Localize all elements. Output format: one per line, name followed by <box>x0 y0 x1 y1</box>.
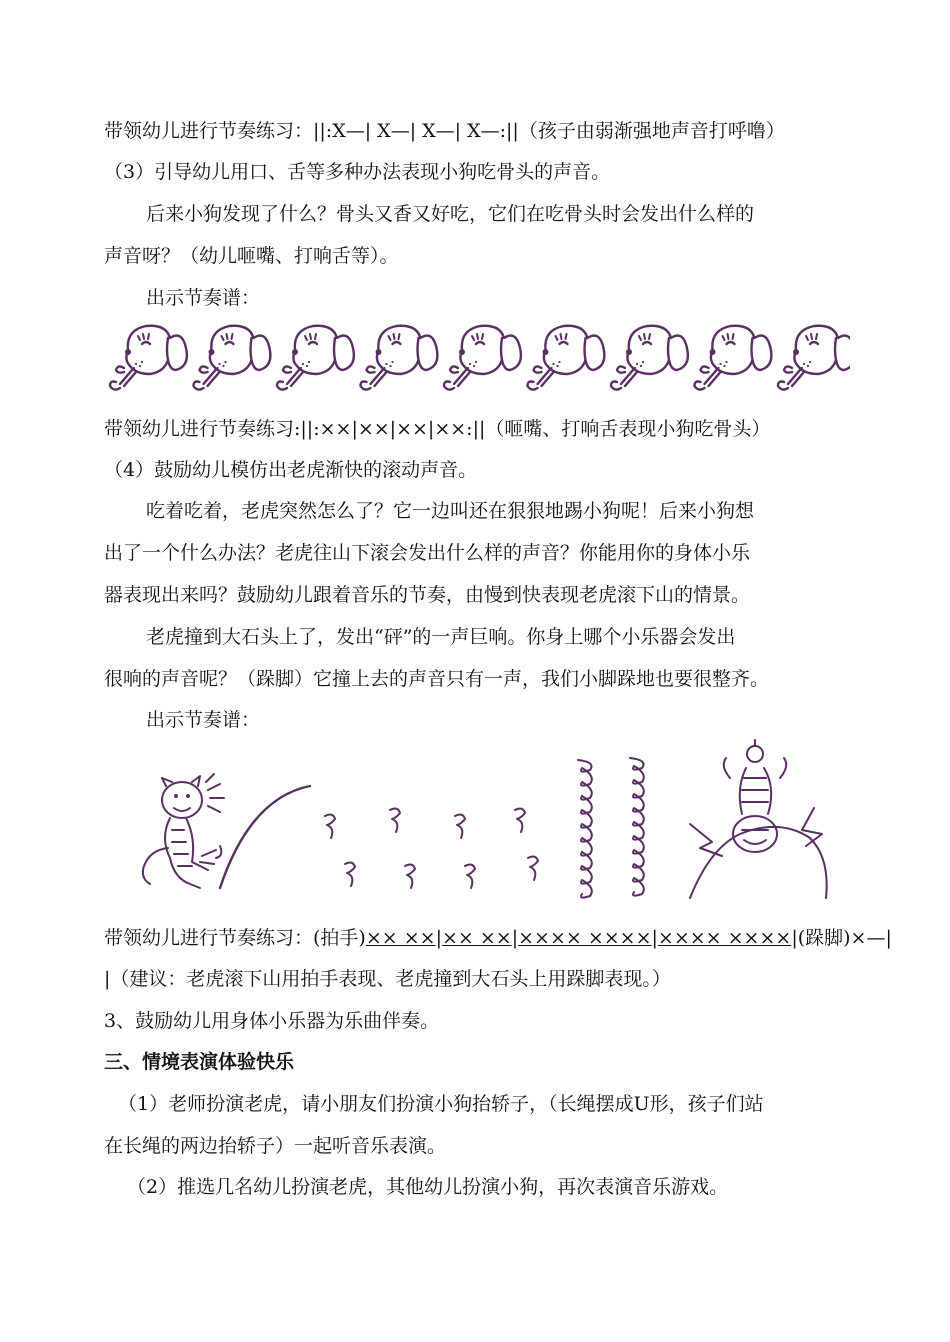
paragraph-stone-2: 很响的声音呢？（跺脚）它撞上去的声音只有一声，我们小脚跺地也要很整齐。 <box>104 668 770 690</box>
rhythm-group-4: ×××× ×××× <box>657 927 792 949</box>
rhythm-group-2: ×× ×× <box>441 927 512 949</box>
rhythm-group-1: ×× ×× <box>365 927 436 949</box>
rhythm-prefix: 带领幼儿进行节奏练习：(拍手) <box>104 927 366 949</box>
tiger-rhythm-illustration <box>130 738 850 908</box>
show-rhythm-score-2: 出示节奏谱： <box>146 709 261 731</box>
step-3-accompany: 3、鼓励幼儿用身体小乐器为乐曲伴奏。 <box>104 1010 440 1032</box>
dog-with-bone-icon <box>194 326 271 390</box>
squiggle-mark <box>515 809 525 832</box>
section-3-heading: 三、情境表演体验快乐 <box>104 1051 295 1073</box>
dog-with-bone-icon <box>778 326 850 390</box>
rhythm-bar-1: | <box>435 927 442 949</box>
rhythm-bar-3: | <box>651 927 658 949</box>
rhythm-suffix: |(跺脚)×—| <box>791 927 892 949</box>
dog-rhythm-row <box>100 318 850 398</box>
dog-with-bone-icon <box>611 326 688 390</box>
squiggle-mark <box>325 815 335 838</box>
dog-with-bone-icon <box>110 326 187 390</box>
dog-with-bone-icon <box>695 326 772 390</box>
tiger-icon <box>143 774 224 888</box>
dog-with-bone-icon <box>361 326 438 390</box>
paragraph-tiger-1: 吃着吃着，老虎突然怎么了？它一边叫还在狠狠地踢小狗呢！后来小狗想 <box>146 500 755 522</box>
performance-1-line1: （1）老师扮演老虎，请小朋友们扮演小狗抬轿子，（长绳摆成U形，孩子们站 <box>118 1093 764 1115</box>
rhythm-practice-dog: 带领幼儿进行节奏练习:||:××|××|××|××:||（咂嘴、打响舌表现小狗吃骨头） <box>104 418 771 440</box>
dog-with-bone-icon <box>444 326 521 390</box>
squiggle-mark <box>390 809 400 832</box>
paragraph-tiger-3: 器表现出来吗？鼓励幼儿跟着音乐的节奏，由慢到快表现老虎滚下山的情景。 <box>104 584 751 606</box>
dog-with-bone-icon <box>528 326 605 390</box>
rhythm-practice-tiger <box>104 925 892 951</box>
rhythm-bar-2: | <box>511 927 519 949</box>
paragraph-dog-bone-1: 后来小狗发现了什么？骨头又香又好吃，它们在吃骨头时会发出什么样的 <box>146 203 755 225</box>
performance-1-line2: 在长绳的两边抬轿子）一起听音乐表演。 <box>104 1135 447 1157</box>
squiggle-mark <box>528 857 538 880</box>
spiral-mark <box>630 758 644 896</box>
show-rhythm-score-1: 出示节奏谱： <box>146 287 261 309</box>
paragraph-stone-1: 老虎撞到大石头上了，发出“砰”的一声巨响。你身上哪个小乐器会发出 <box>146 626 736 648</box>
rhythm-practice-snore: 带领幼儿进行节奏练习：||:X—| X—| X—| X—:||（孩子由弱渐强地声音打呼噜） <box>104 120 785 142</box>
squiggle-mark <box>455 815 465 838</box>
rhythm-group-3: ×××× ×××× <box>518 927 652 949</box>
step-3-heading: （3）引导幼儿用口、舌等多种办法表现小狗吃骨头的声音。 <box>104 161 611 183</box>
performance-2: （2）推选几名幼儿扮演老虎，其他幼儿扮演小狗，再次表演音乐游戏。 <box>127 1176 729 1198</box>
paragraph-tiger-2: 出了一个什么办法？老虎往山下滚会发出什么样的声音？你能用你的身体小乐 <box>104 542 751 564</box>
step-4-heading: （4）鼓励幼儿模仿出老虎渐快的滚动声音。 <box>104 459 478 481</box>
dog-with-bone-icon <box>277 326 354 390</box>
paragraph-dog-bone-2: 声音呀？（幼儿咂嘴、打响舌等）。 <box>104 245 399 267</box>
suggestion-note: |（建议：老虎滚下山用拍手表现、老虎撞到大石头上用跺脚表现。） <box>104 968 671 990</box>
squiggle-mark <box>345 863 355 886</box>
spiral-mark <box>578 760 592 898</box>
tumbling-tiger-icon <box>690 740 827 898</box>
squiggle-mark <box>405 865 415 888</box>
squiggle-mark <box>465 865 475 888</box>
